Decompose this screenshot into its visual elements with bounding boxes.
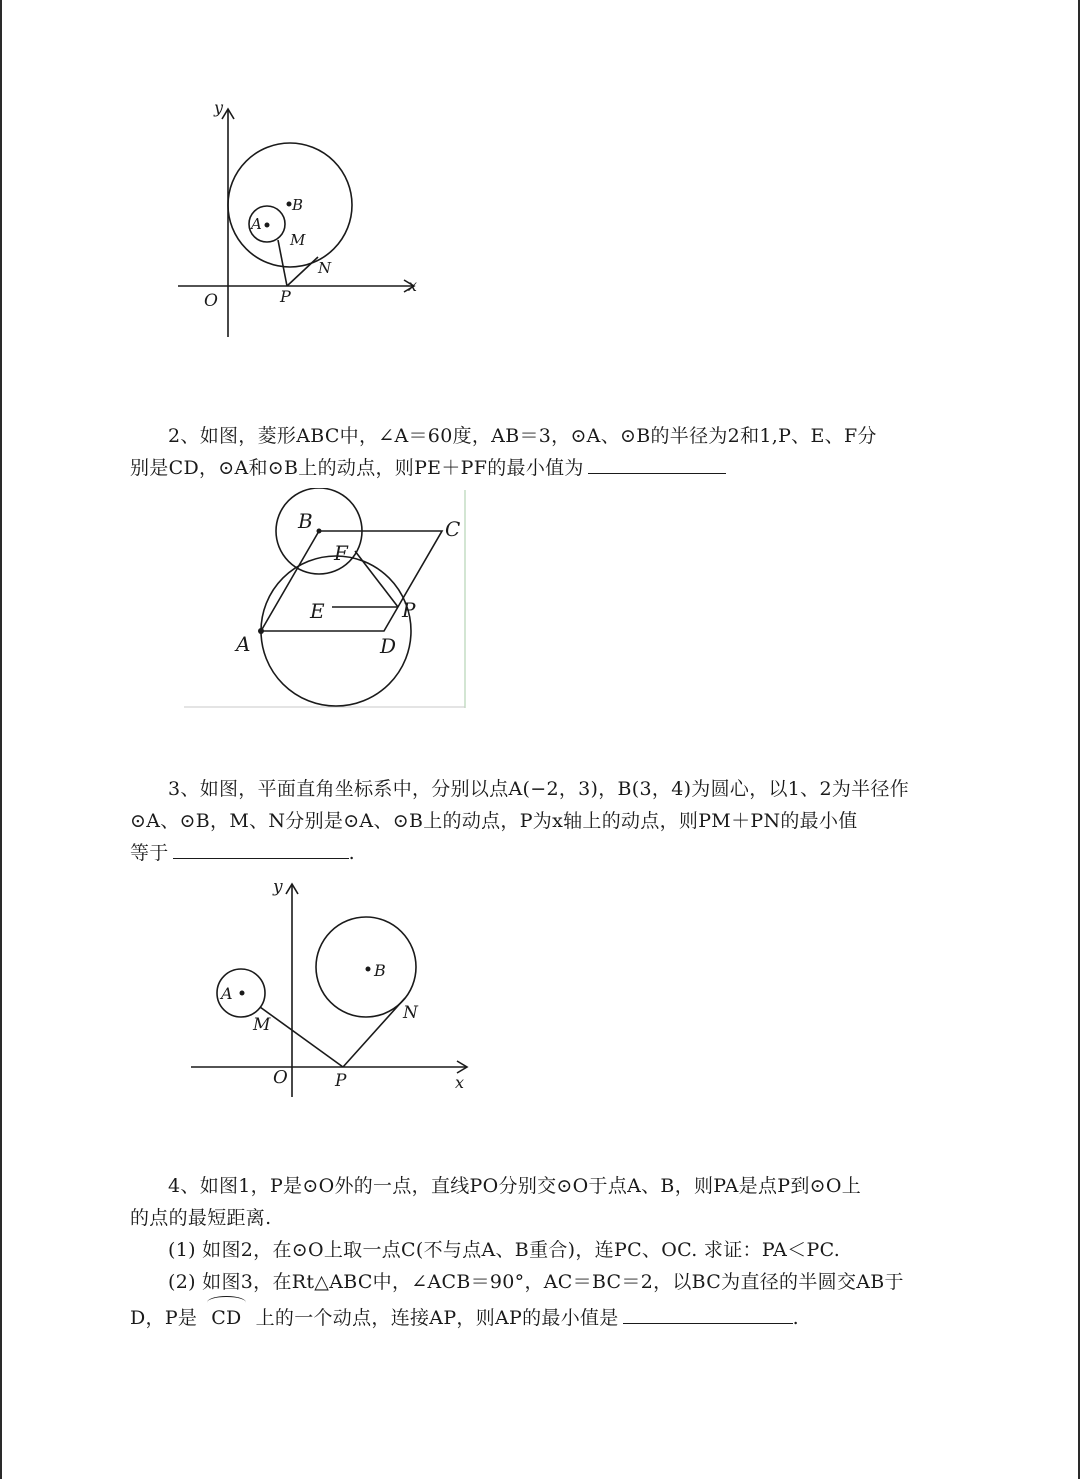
answer-blank-q2[interactable] xyxy=(588,453,726,474)
label-d: D xyxy=(380,634,397,658)
label-a: A xyxy=(251,215,262,233)
answer-blank-q3[interactable] xyxy=(173,838,349,859)
answer-blank-q4[interactable] xyxy=(623,1303,793,1324)
point-a-dot xyxy=(240,991,245,996)
question-2-line-1: 2、如图，菱形ABC中，∠A＝60度，AB＝3，⊙A、⊙B的半径为2和1,P、E、F分 xyxy=(168,425,877,447)
label-x: x xyxy=(408,276,418,295)
question-2-text xyxy=(130,420,960,484)
segment-pn xyxy=(343,998,405,1067)
label-a: A xyxy=(236,632,251,656)
question-3-line-3 xyxy=(130,837,960,869)
question-3-line-3-end: . xyxy=(348,842,355,864)
question-4-line-2: 的点的最短距离. xyxy=(130,1207,272,1229)
point-a-dot xyxy=(265,223,270,228)
question-4-text xyxy=(130,1170,960,1334)
label-b: B xyxy=(298,509,313,533)
label-b: B xyxy=(374,961,386,980)
question-4-line-5-end: . xyxy=(792,1307,799,1329)
point-b-dot xyxy=(287,202,292,207)
segment-pf xyxy=(355,551,398,607)
label-b: B xyxy=(292,196,304,214)
question-3-line-2: ⊙A、⊙B，M、N分别是⊙A、⊙B上的动点，P为x轴上的动点，则PM＋PN的最小值 xyxy=(130,810,858,832)
question-2-line-2-text: 别是CD，⊙A和⊙B上的动点，则PE＋PF的最小值为 xyxy=(130,457,584,479)
label-a: A xyxy=(221,984,233,1003)
page-border-left xyxy=(0,0,2,1479)
question-4-line-5-b: 上的一个动点，连接AP，则AP的最小值是 xyxy=(255,1307,619,1329)
point-b-dot xyxy=(317,529,322,534)
label-o: O xyxy=(204,291,218,311)
point-b-dot xyxy=(366,967,371,972)
question-3-line-1: 3、如图，平面直角坐标系中，分别以点A(−2，3)，B(3，4)为圆心，以1、2为半径作 xyxy=(168,778,910,800)
segment-pm xyxy=(260,1007,343,1067)
label-x: x xyxy=(455,1073,465,1092)
figure-3-diagram xyxy=(185,872,480,1102)
question-3-text xyxy=(130,773,960,869)
question-4-line-5-a: D，P是 xyxy=(130,1307,198,1329)
segment-pn xyxy=(287,257,318,286)
question-4-line-1: 4、如图1，P是⊙O外的一点，直线PO分别交⊙O于点A、B，则PA是点P到⊙O上 xyxy=(168,1175,862,1197)
label-m: M xyxy=(290,231,306,249)
point-a-dot xyxy=(258,628,264,634)
label-y: y xyxy=(273,877,283,897)
label-p: P xyxy=(402,598,416,622)
label-p: P xyxy=(335,1071,347,1091)
label-c: C xyxy=(445,517,461,541)
question-3-line-3-text: 等于 xyxy=(130,842,169,864)
question-2-line-2 xyxy=(130,452,960,484)
label-n: N xyxy=(318,259,332,277)
segment-pm xyxy=(278,240,287,286)
label-f: F xyxy=(334,541,348,565)
figure-2-diagram xyxy=(180,488,470,713)
figure-1-diagram xyxy=(170,95,430,345)
label-m: M xyxy=(253,1015,271,1035)
question-4-line-5 xyxy=(130,1302,960,1334)
label-n: N xyxy=(403,1003,418,1023)
label-e: E xyxy=(310,599,325,623)
question-4-part-1: (1) 如图2，在⊙O上取一点C(不与点A、B重合)，连PC、OC. 求证：PA＜PC. xyxy=(168,1239,841,1261)
label-p: P xyxy=(280,287,291,306)
question-4-part-2: (2) 如图3，在Rt△ABC中，∠ACB＝90°，AC＝BC＝2，以BC为直径的半圆交AB于 xyxy=(168,1271,904,1293)
label-y: y xyxy=(214,98,224,117)
label-o: O xyxy=(273,1067,288,1088)
arc-cd-symbol: CD xyxy=(205,1302,247,1334)
